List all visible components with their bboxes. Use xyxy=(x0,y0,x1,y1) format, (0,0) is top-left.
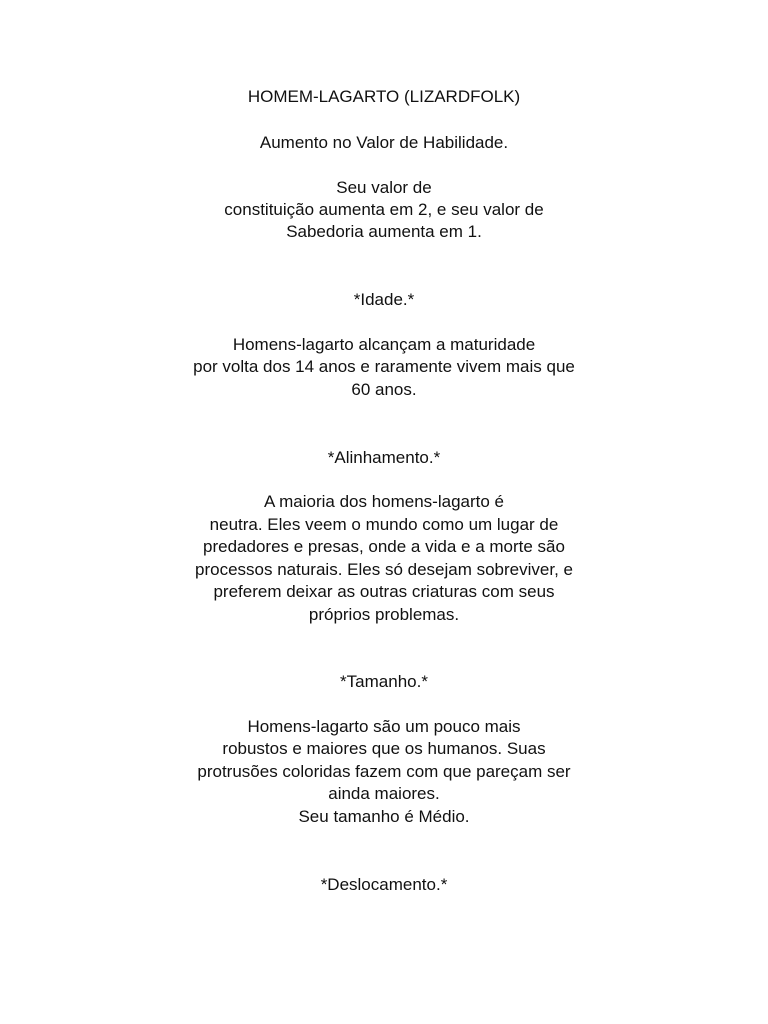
size-line: ainda maiores. xyxy=(328,784,440,803)
alignment-line: próprios problemas. xyxy=(308,605,460,624)
size-line: Seu tamanho é Médio. xyxy=(298,807,470,826)
ability-score-line: constituição aumenta em 2, e seu valor de xyxy=(224,200,544,219)
age-heading: *Idade.* xyxy=(353,290,415,309)
alignment-line: predadores e presas, onde a vida e a morte são xyxy=(203,537,565,556)
alignment-line: preferem deixar as outras criaturas com seus xyxy=(213,582,555,601)
age-line: Homens-lagarto alcançam a maturidade xyxy=(232,335,536,354)
size-heading: *Tamanho.* xyxy=(340,672,428,691)
document-title: HOMEM-LAGARTO (LIZARDFOLK) xyxy=(247,87,521,106)
size-line: robustos e maiores que os humanos. Suas xyxy=(222,739,546,758)
ability-score-line: Sabedoria aumenta em 1. xyxy=(286,222,482,241)
alignment-heading: *Alinhamento.* xyxy=(327,448,441,467)
ability-score-heading: Aumento no Valor de Habilidade. xyxy=(259,133,509,152)
size-line: Homens-lagarto são um pouco mais xyxy=(247,717,521,736)
size-line: protrusões coloridas fazem com que pareçam ser xyxy=(197,762,571,781)
age-line: por volta dos 14 anos e raramente vivem mais que xyxy=(193,357,575,376)
alignment-line: processos naturais. Eles só desejam sobreviver, e xyxy=(195,560,573,579)
alignment-line: A maioria dos homens-lagarto é xyxy=(263,492,505,511)
alignment-line: neutra. Eles veem o mundo como um lugar de xyxy=(209,515,559,534)
speed-heading: *Deslocamento.* xyxy=(320,875,448,894)
ability-score-line: Seu valor de xyxy=(336,178,432,197)
age-line: 60 anos. xyxy=(351,380,417,399)
